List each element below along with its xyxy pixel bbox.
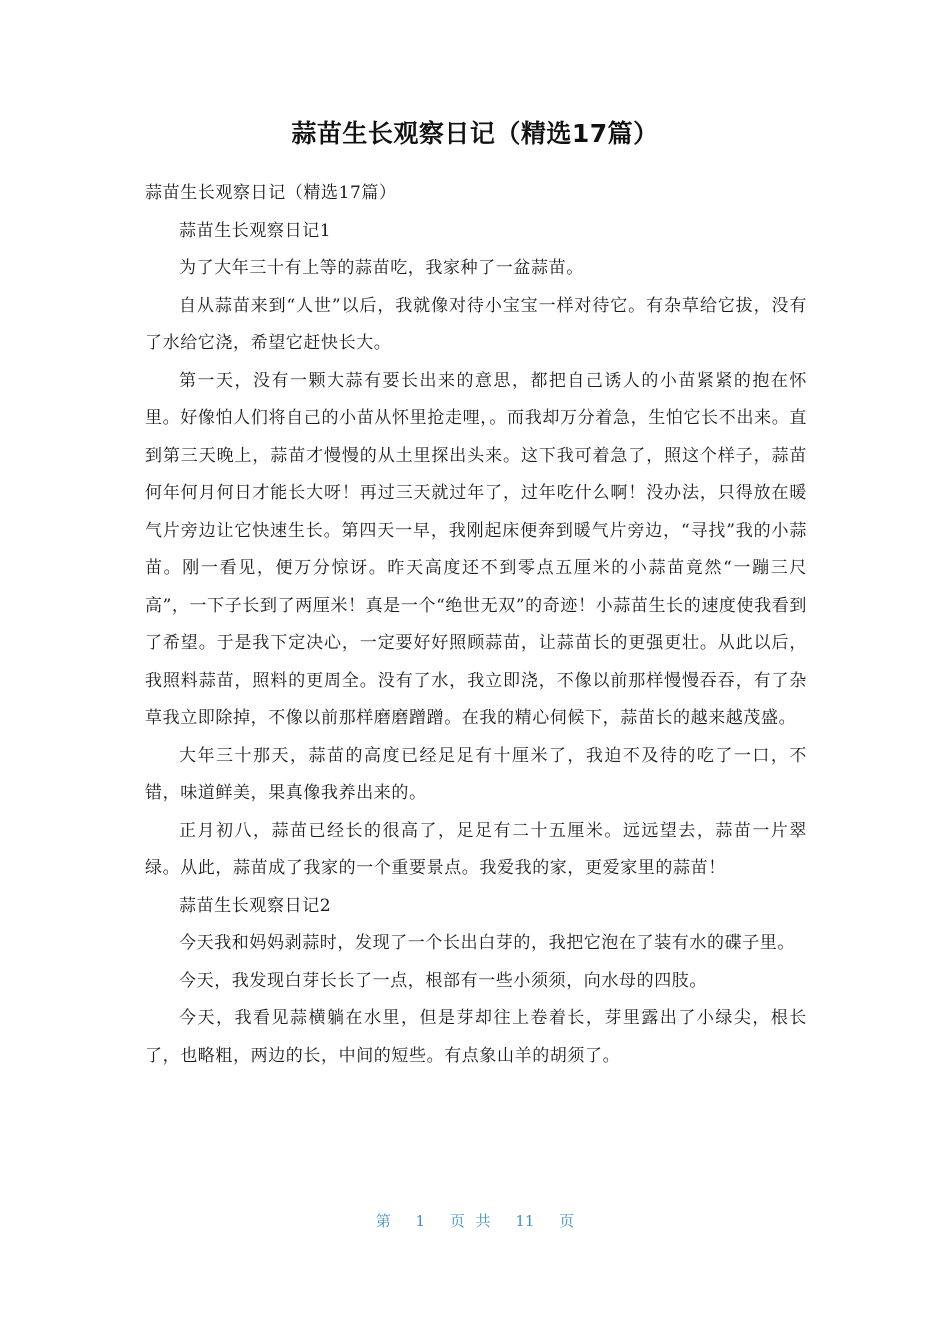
body-paragraph: 自从蒜苗来到“人世”以后，我就像对待小宝宝一样对待它。有杂草给它拔，没有了水给它浇，希望它赶快长大。 xyxy=(145,295,807,353)
body-paragraph: 今天，我看见蒜横躺在水里，但是芽却往上卷着长，芽里露出了小绿尖，根长了，也略粗，两边的长，中间的短些。有点象山羊的胡须了。 xyxy=(145,1008,807,1066)
document-title: 蒜苗生长观察日记（精选17篇） xyxy=(291,119,659,148)
body-paragraph: 第一天，没有一颗大蒜有要长出来的意思，都把自己诱人的小苗紧紧的抱在怀里。好像怕人们将自己的小苗从怀里抢走哩，。而我却万分着急，生怕它长不出来。直到第三天晚上，蒜苗才慢慢的从土里探出头来。这下我可着急了，照这个样子，蒜苗何年何月何日才能长大呀！再过三天就过年了，过年吃什么啊！没办法，只得放在暖气片旁边让它快速生长。第四天一早，我刚起床便奔到暖气片旁边，“寻找”我的小蒜苗。刚一看见，便万分惊讶。昨天高度还不到零点五厘米的小蒜苗竟然“一蹦三尺高”，一下子长到了两厘米！真是一个“绝世无双”的奇迹！小蒜苗生长的速度使我看到了希望。于是我下定决心，一定要好好照顾蒜苗，让蒜苗长的更强更壮。从此以后，我照料蒜苗，照料的更周全。没有了水，我立即浇，不像以前那样慢慢吞吞，有了杂草我立即除掉，不像以前那样磨磨蹭蹭。在我的精心伺候下，蒜苗长的越来越茂盛。 xyxy=(145,370,807,728)
footer-label-pages: 页 xyxy=(559,1212,575,1230)
footer-page-number: 1 xyxy=(415,1212,426,1230)
document-body xyxy=(145,175,807,1075)
body-paragraph: 正月初八，蒜苗已经长的很高了，足足有二十五厘米。远远望去，蒜苗一片翠绿。从此，蒜苗成了我家的一个重要景点。我爱我的家，更爱家里的蒜苗！ xyxy=(145,820,807,878)
body-paragraph: 蒜苗生长观察日记（精选17篇） xyxy=(145,183,397,203)
footer-label-page: 第 xyxy=(375,1212,391,1230)
page-footer xyxy=(0,1210,950,1231)
footer-label-page-of: 页 共 xyxy=(449,1212,491,1230)
entry-heading: 蒜苗生长观察日记1 xyxy=(179,220,332,241)
body-paragraph: 今天，我发现白芽长长了一点，根部有一些小须须，向水母的四肢。 xyxy=(179,970,707,991)
body-paragraph: 大年三十那天，蒜苗的高度已经足足有十厘米了，我迫不及待的吃了一口，不错，味道鲜美，果真像我养出来的。 xyxy=(145,745,807,803)
body-paragraph: 今天我和妈妈剥蒜时，发现了一个长出白芽的，我把它泡在了装有水的碟子里。 xyxy=(179,933,795,953)
entry-heading: 蒜苗生长观察日记2 xyxy=(179,895,332,916)
body-paragraph: 为了大年三十有上等的蒜苗吃，我家种了一盆蒜苗。 xyxy=(179,258,584,278)
footer-total-pages: 11 xyxy=(515,1212,535,1230)
